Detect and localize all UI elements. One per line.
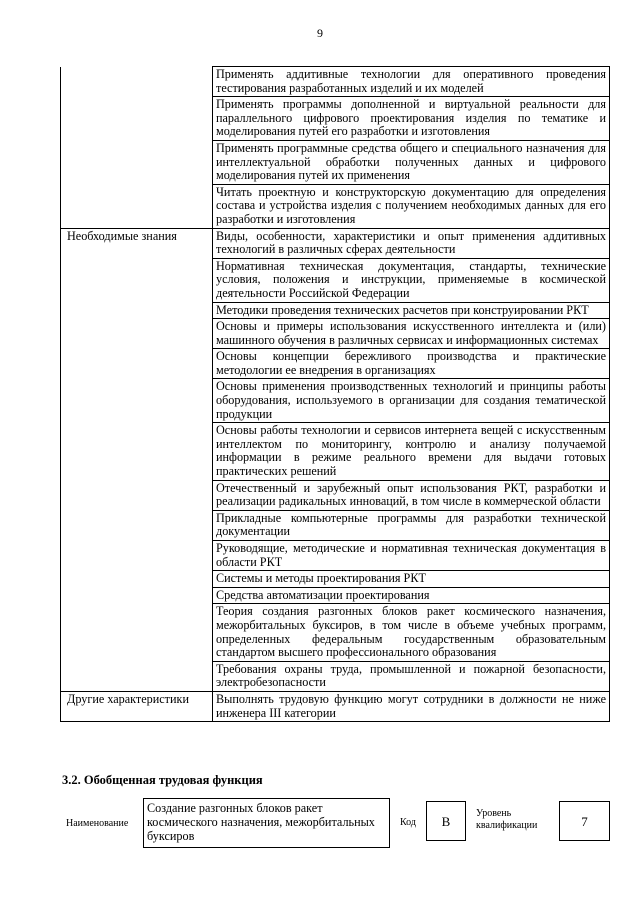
row-category <box>61 587 213 604</box>
table-row <box>61 184 610 228</box>
table-row <box>61 587 610 604</box>
table-row <box>61 604 610 661</box>
section-title: 3.2. Обобщенная трудовая функция <box>62 773 263 787</box>
table-row <box>61 691 610 721</box>
row-category <box>61 140 213 184</box>
table-row <box>61 571 610 588</box>
qualification-level-label: Уровень квалификации <box>476 808 538 831</box>
code-label: Код <box>400 817 416 828</box>
table-row <box>61 541 610 571</box>
row-description: Применять программные средства общего и специального назначения для интеллектуальной обработки полученных данных и цифрового моделирования путей их применения <box>213 140 610 184</box>
table-row <box>61 302 610 319</box>
row-category <box>61 184 213 228</box>
row-description: Основы применения производственных технологий и принципы работы оборудования, используемого в организации для создания тематической продукции <box>213 379 610 423</box>
row-description: Основы концепции бережливого производства и практические методологии ее внедрения в организациях <box>213 349 610 379</box>
table-row <box>61 423 610 480</box>
row-category <box>61 97 213 141</box>
row-description: Прикладные компьютерные программы для разработки технической документации <box>213 510 610 540</box>
labor-function-table <box>60 66 610 722</box>
table-row <box>61 97 610 141</box>
row-category: Другие характеристики <box>61 691 213 721</box>
row-description: Основы и примеры использования искусственного интеллекта и (или) машинного обучения в различных сервисах и информационных системах <box>213 319 610 349</box>
row-category <box>61 510 213 540</box>
row-category <box>61 379 213 423</box>
table-row <box>61 67 610 97</box>
row-category <box>61 571 213 588</box>
generalized-function-row <box>60 798 610 848</box>
row-description: Руководящие, методические и нормативная техническая документация в области РКТ <box>213 541 610 571</box>
table-row <box>61 480 610 510</box>
row-category: Необходимые знания <box>61 228 213 258</box>
row-description: Выполнять трудовую функцию могут сотрудники в должности не ниже инженера III категории <box>213 691 610 721</box>
table-row <box>61 258 610 302</box>
table-row <box>61 349 610 379</box>
row-description: Основы работы технологии и сервисов интернета вещей с искусственным интеллектом по мониторингу, контролю и анализу получаемой информации в режиме реального времени для выдачи готовых практических решений <box>213 423 610 480</box>
name-value-box: Создание разгонных блоков ракет космического назначения, межорбитальных буксиров <box>143 798 390 848</box>
row-description: Виды, особенности, характеристики и опыт применения аддитивных технологий в различных сферах деятельности <box>213 228 610 258</box>
row-description: Отечественный и зарубежный опыт использования РКТ, разработки и реализации радикальных инноваций, в том числе в коммерческой области <box>213 480 610 510</box>
row-description: Теория создания разгонных блоков ракет космического назначения, межорбитальных буксиров, в том числе в объеме учебных программ, определенных федеральным государственным образовательным стандартом высшего профессионального образования <box>213 604 610 661</box>
row-description: Средства автоматизации проектирования <box>213 587 610 604</box>
row-description: Методики проведения технических расчетов при конструировании РКТ <box>213 302 610 319</box>
row-category <box>61 319 213 349</box>
row-category <box>61 258 213 302</box>
row-category <box>61 67 213 97</box>
row-category <box>61 349 213 379</box>
table-body <box>61 67 610 722</box>
row-description: Нормативная техническая документация, стандарты, технические условия, положения и инструкции, применяемые в космической деятельности Российской Федерации <box>213 258 610 302</box>
table-row <box>61 661 610 691</box>
row-category <box>61 423 213 480</box>
table-row <box>61 510 610 540</box>
row-description: Требования охраны труда, промышленной и пожарной безопасности, электробезопасности <box>213 661 610 691</box>
row-category <box>61 541 213 571</box>
row-description: Применять аддитивные технологии для оперативного проведения тестирования разработанных изделий и их моделей <box>213 67 610 97</box>
table-row <box>61 140 610 184</box>
name-label: Наименование <box>66 818 129 829</box>
table-row <box>61 319 610 349</box>
row-category <box>61 302 213 319</box>
row-category <box>61 661 213 691</box>
row-category <box>61 604 213 661</box>
row-category <box>61 480 213 510</box>
table-row <box>61 228 610 258</box>
table-row <box>61 379 610 423</box>
qualification-level-box: 7 <box>559 801 610 841</box>
row-description: Читать проектную и конструкторскую документацию для определения состава и устройства изделия с получением необходимых данных для его разработки и изготовления <box>213 184 610 228</box>
code-value-box: В <box>426 801 466 841</box>
row-description: Применять программы дополненной и виртуальной реальности для параллельного цифрового проектирования изделия по тематике и моделирования путей его разработки и изготовления <box>213 97 610 141</box>
page-number: 9 <box>317 26 323 40</box>
row-description: Системы и методы проектирования РКТ <box>213 571 610 588</box>
